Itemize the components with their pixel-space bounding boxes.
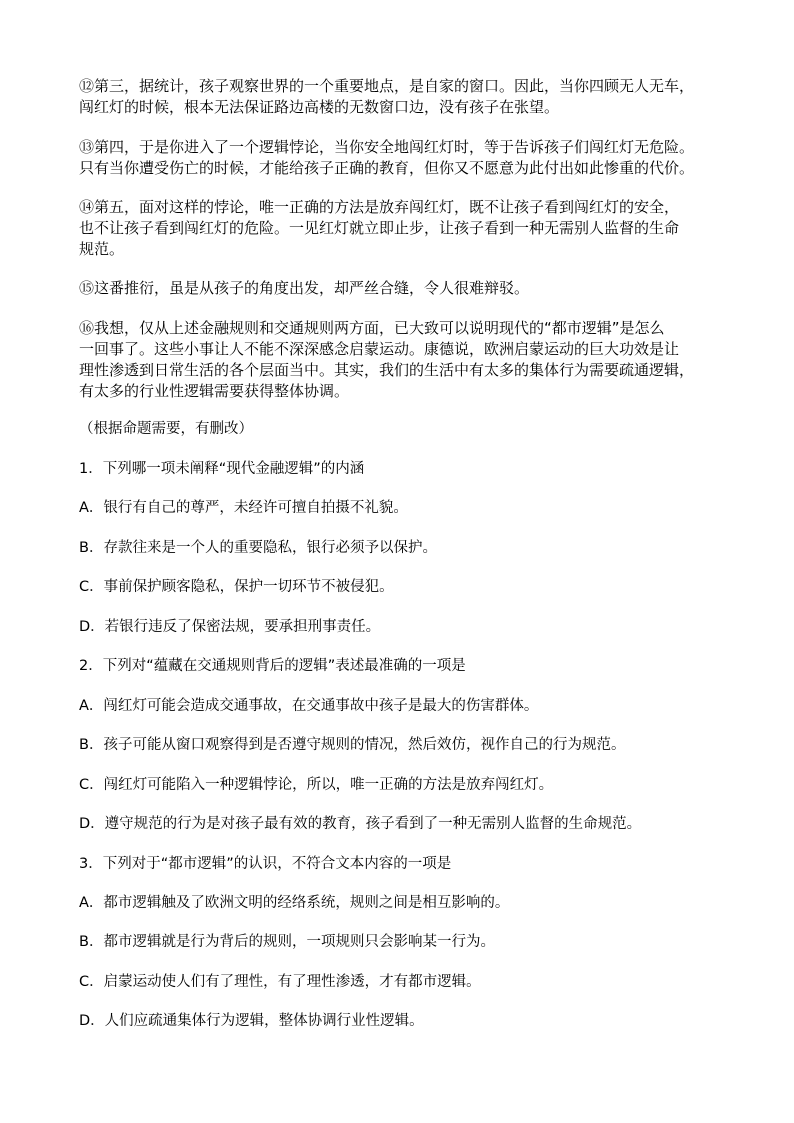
paragraph-line: ⑫第三，据统计，孩子观察世界的一个重要地点，是自家的窗口。因此，当你四顾无人无车， xyxy=(79,77,695,95)
question-2-option-c: C．闯红灯可能陷入一种逻辑悖论，所以，唯一正确的方法是放弃闯红灯。 xyxy=(79,777,554,793)
paragraph-line: 理性渗透到日常生活的各个层面当中。其实，我们的生活中有太多的集体行为需要疏通逻辑， xyxy=(79,361,695,379)
question-2-option-a: A．闯红灯可能会造成交通事故，在交通事故中孩子是最大的伤害群体。 xyxy=(79,698,539,714)
paragraph-line: ⑭第五，面对这样的悖论，唯一正确的方法是放弃闯红灯，既不让孩子看到闯红灯的安全， xyxy=(79,198,680,216)
paragraph-13 xyxy=(79,137,719,179)
paragraph-15 xyxy=(79,278,719,299)
paragraph-line: ⑯我想，仅从上述金融规则和交通规则两方面，已大致可以说明现代的“都市逻辑”是怎么 xyxy=(79,319,665,337)
question-3-option-b: B．都市逻辑就是行为背后的规则，一项规则只会影响某一行为。 xyxy=(79,934,495,950)
paragraph-12 xyxy=(79,76,719,118)
question-1-option-a: A．银行有自己的尊严，未经许可擅自拍摄不礼貌。 xyxy=(79,500,408,516)
question-3-option-c: C．启蒙运动使人们有了理性，有了理性渗透，才有都市逻辑。 xyxy=(79,974,481,990)
question-3-option-d: D．人们应疏通集体行为逻辑，整体协调行业性逻辑。 xyxy=(79,1013,424,1029)
paragraph-line: 也不让孩子看到闯红灯的危险。一见红灯就立即止步，让孩子看到一种无需别人监督的生命 xyxy=(79,219,680,237)
question-2-option-b: B．孩子可能从窗口观察得到是否遵守规则的情况，然后效仿，视作自己的行为规范。 xyxy=(79,737,626,753)
paragraph-line: 只有当你遭受伤亡的时候，才能给孩子正确的教育，但你又不愿意为此付出如此惨重的代价。 xyxy=(79,159,695,177)
paragraph-line: 有太多的行业性逻辑需要获得整体协调。 xyxy=(79,382,350,400)
paragraph-line: ⑮这番推衍，虽是从孩子的角度出发，却严丝合缝，令人很难辩驳。 xyxy=(79,279,530,297)
question-1-option-b: B．存款往来是一个人的重要隐私，银行必须予以保护。 xyxy=(79,540,437,556)
question-3-option-a: A．都市逻辑触及了欧洲文明的经络系统，规则之间是相互影响的。 xyxy=(79,895,510,911)
question-1-option-c: C．事前保护顾客隐私，保护一切环节不被侵犯。 xyxy=(79,579,394,595)
paragraph-line: 一回事了。这些小事让人不能不深深感念启蒙运动。康德说，欧洲启蒙运动的巨大功效是让 xyxy=(79,340,680,358)
source-note: （根据命题需要，有删改） xyxy=(79,421,253,437)
paragraph-line: ⑬第四，于是你进入了一个逻辑悖论，当你安全地闯红灯时，等于告诉孩子们闯红灯无危险。 xyxy=(79,138,695,156)
paragraph-14 xyxy=(79,197,719,260)
question-1-stem: 1．下列哪一项未阐释“现代金融逻辑”的内涵 xyxy=(79,461,365,477)
paragraph-line: 规范。 xyxy=(79,240,125,258)
paragraph-16 xyxy=(79,318,719,402)
question-2-option-d: D．遵守规范的行为是对孩子最有效的教育，孩子看到了一种无需别人监督的生命规范。 xyxy=(79,816,642,832)
question-1-option-d: D．若银行违反了保密法规，要承担刑事责任。 xyxy=(79,619,381,635)
question-2-stem: 2．下列对“蕴藏在交通规则背后的逻辑”表述最准确的一项是 xyxy=(79,658,466,674)
paragraph-line: 闯红灯的时候，根本无法保证路边高楼的无数窗口边，没有孩子在张望。 xyxy=(79,98,560,116)
question-3-stem: 3．下列对于“都市逻辑”的认识，不符合文本内容的一项是 xyxy=(79,856,452,872)
